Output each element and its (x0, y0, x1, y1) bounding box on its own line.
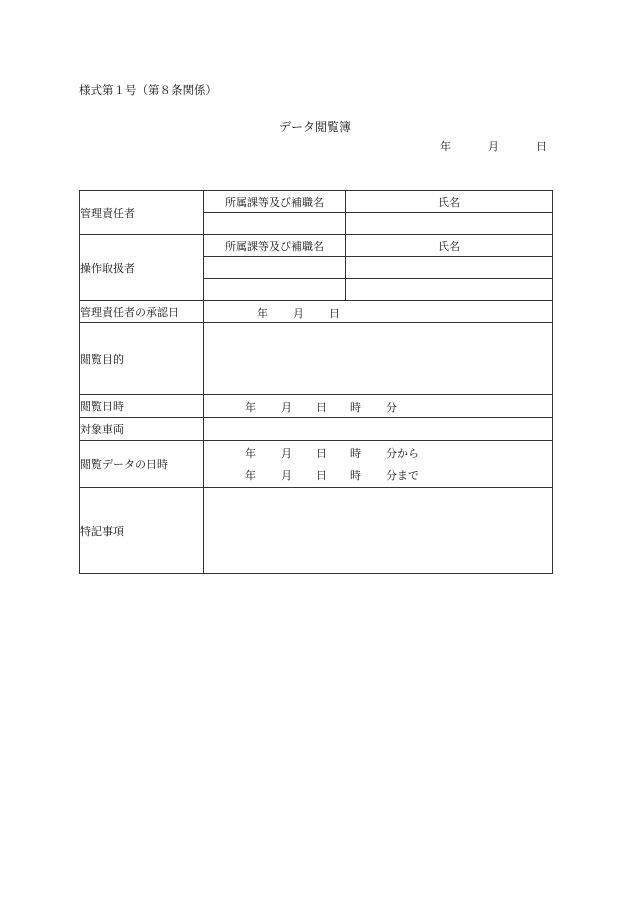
vehicle-label: 対象車両 (80, 418, 204, 441)
from-minute-unit: 分から (386, 447, 419, 460)
view-hour-unit: 時 (350, 401, 361, 414)
operator-affiliation-field-1[interactable] (204, 257, 346, 279)
view-minute-unit: 分 (386, 401, 397, 414)
to-day-unit: 日 (316, 469, 327, 482)
from-year-unit: 年 (245, 447, 256, 460)
manager-label: 管理責任者 (80, 191, 204, 235)
operator-affiliation-field-2[interactable] (204, 279, 346, 301)
data-datetime-to (204, 465, 552, 485)
view-datetime-label: 閲覧日時 (80, 395, 204, 418)
from-month-unit: 月 (281, 447, 292, 460)
to-hour-unit: 時 (350, 469, 361, 482)
manager-affiliation-header: 所属課等及び補職名 (204, 191, 346, 213)
to-minute-unit: 分まで (386, 469, 419, 482)
purpose-field[interactable] (204, 323, 553, 395)
data-datetime-label: 閲覧データの日時 (80, 441, 204, 488)
header-date-year: 年 (440, 140, 451, 153)
view-day-unit: 日 (316, 401, 327, 414)
approval-year-unit: 年 (257, 306, 268, 320)
approval-date-field[interactable] (204, 301, 553, 323)
data-viewing-log-table (79, 190, 553, 574)
view-month-unit: 月 (281, 401, 292, 414)
operator-label: 操作取扱者 (80, 235, 204, 301)
data-datetime-from (204, 443, 552, 465)
manager-name-header: 氏名 (346, 191, 553, 213)
header-date-month: 月 (488, 140, 499, 153)
approval-month-unit: 月 (293, 306, 304, 320)
data-datetime-field[interactable] (204, 441, 553, 488)
remarks-label: 特記事項 (80, 488, 204, 574)
operator-affiliation-header: 所属課等及び補職名 (204, 235, 346, 257)
view-datetime-field[interactable] (204, 395, 553, 418)
operator-name-field-2[interactable] (346, 279, 553, 301)
from-day-unit: 日 (316, 447, 327, 460)
manager-name-field[interactable] (346, 213, 553, 235)
document-title: データ閲覧簿 (278, 120, 351, 134)
approval-day-unit: 日 (329, 306, 340, 320)
purpose-label: 閲覧目的 (80, 323, 204, 395)
operator-name-header: 氏名 (346, 235, 553, 257)
approval-date-label: 管理責任者の承認日 (80, 301, 204, 323)
to-month-unit: 月 (281, 469, 292, 482)
remarks-field[interactable] (204, 488, 553, 574)
header-date-day: 日 (536, 140, 547, 153)
from-hour-unit: 時 (350, 447, 361, 460)
vehicle-field[interactable] (204, 418, 553, 441)
view-year-unit: 年 (245, 401, 256, 414)
form-number: 様式第１号（第８条関係） (79, 83, 217, 97)
to-year-unit: 年 (245, 469, 256, 482)
manager-affiliation-field[interactable] (204, 213, 346, 235)
operator-name-field-1[interactable] (346, 257, 553, 279)
